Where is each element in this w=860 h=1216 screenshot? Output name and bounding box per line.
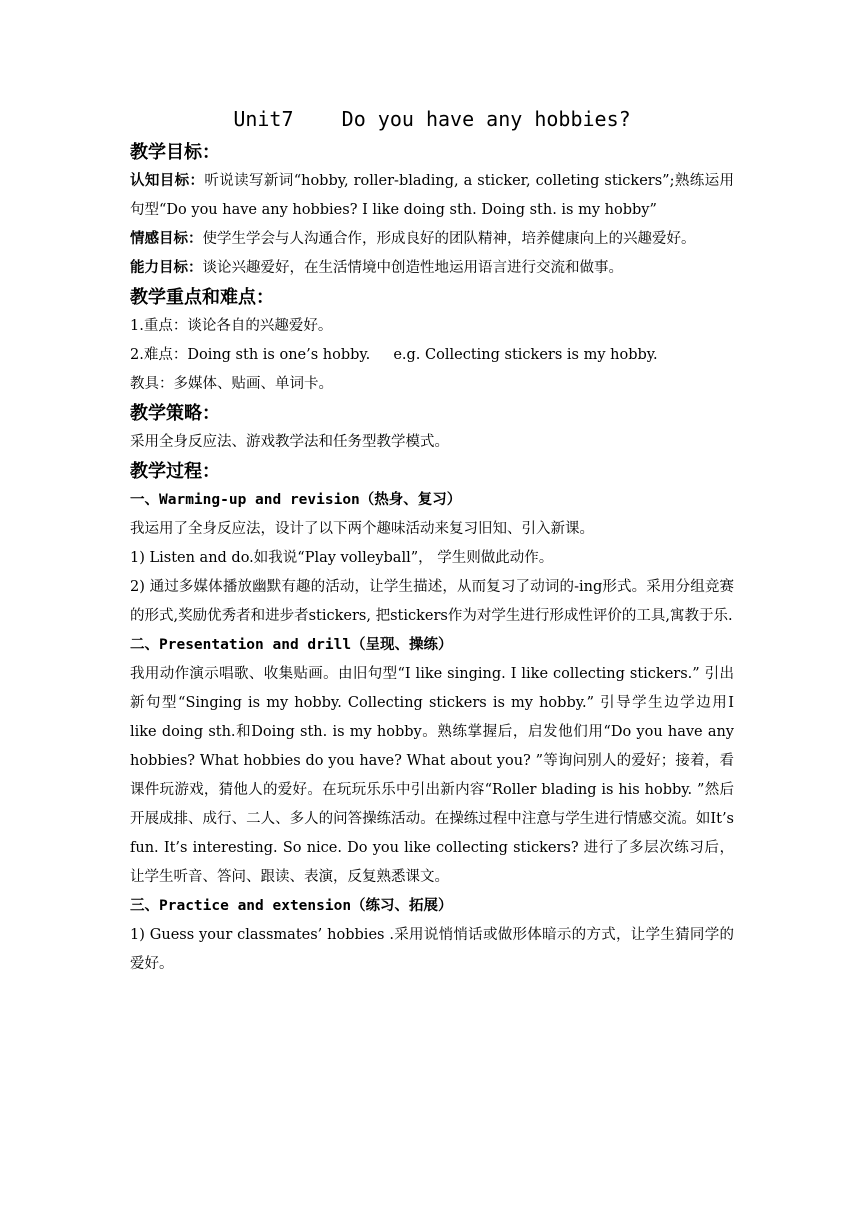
- label-ability-goal: 能力目标：: [130, 260, 203, 276]
- key-point-1: 1.重点：谈论各自的兴趣爱好。: [130, 318, 333, 334]
- heading-key-points: 教学重点和难点：: [130, 287, 274, 308]
- paragraph-emotion-goal: [130, 225, 734, 254]
- heading-strategy: 教学策略：: [130, 403, 220, 424]
- document-title: Unit7 Do you have any hobbies?: [233, 107, 631, 131]
- text-emotion-goal: 使学生学会与人沟通合作，形成良好的团队精神，培养健康向上的兴趣爱好。: [202, 231, 696, 247]
- part3-title: 三、Practice and extension（练习、拓展）: [130, 898, 453, 914]
- label-emotion-goal: 情感目标：: [130, 231, 203, 247]
- part1-intro: 我运用了全身反应法，设计了以下两个趣味活动来复习旧知、引入新课。: [130, 521, 594, 537]
- part1-item2: 2) 通过多媒体播放幽默有趣的活动，让学生描述，从而复习了动词的-ing形式。采用分组竞赛的形式,奖励优秀者和进步者stickers, 把stickers作为对学生进行形成性评价的工具,寓教于乐.: [130, 579, 734, 624]
- strategy-text: 采用全身反应法、游戏教学法和任务型教学模式。: [130, 434, 449, 450]
- part2-text: 我用动作演示唱歌、收集贴画。由旧句型“I like singing. I like collecting stickers.” 引出新句型“Singing is my hobby. Collecting stickers is my hobby.” 引导学生边学边用I like doing sth.和Doing sth. is my hobby。熟练掌握后，启发他们用“Do you have any hobbies? What hobbies do you have? What about you? ”等询问别人的爱好；接着，看课件玩游戏，猜他人的爱好。在玩玩乐乐中引出新内容“Roller blading is his hobby. ”然后开展成排、成行、二人、多人的问答操练活动。在操练过程中注意与学生进行情感交流。如It’s fun. It’s interesting. So nice. Do you like collecting stickers? 进行了多层次练习后，让学生听音、答问、跟读、表演，反复熟悉课文。: [130, 666, 734, 885]
- text-ability-goal: 谈论兴趣爱好，在生活情境中创造性地运用语言进行交流和做事。: [202, 260, 623, 276]
- heading-teaching-goals: 教学目标：: [130, 142, 220, 163]
- part3-item1: 1) Guess your classmates’ hobbies .采用说悄悄话或做形体暗示的方式，让学生猜同学的爱好。: [130, 927, 734, 972]
- part2-title: 二、Presentation and drill（呈现、操练）: [130, 637, 453, 653]
- part1-title: 一、Warming-up and revision（热身、复习）: [130, 492, 462, 508]
- document-page: [130, 100, 734, 979]
- key-point-2: 2.难点：Doing sth is one’s hobby. e.g. Collecting stickers is my hobby.: [130, 347, 658, 363]
- teaching-tools: 教具：多媒体、贴画、单词卡。: [130, 376, 333, 392]
- part1-item1: 1) Listen and do.如我说“Play volleyball”， 学生则做此动作。: [130, 550, 554, 566]
- label-cognitive-goal: 认知目标：: [130, 173, 205, 189]
- heading-process: 教学过程：: [130, 461, 220, 482]
- paragraph-ability-goal: [130, 254, 734, 283]
- paragraph-cognitive-goal: [130, 167, 734, 225]
- text-cognitive-goal: 听说读写新词“hobby, roller-blading, a sticker, colleting stickers”;熟练运用句型“Do you have any hobbies? I like doing sth. Doing sth. is my hobby”: [130, 173, 734, 218]
